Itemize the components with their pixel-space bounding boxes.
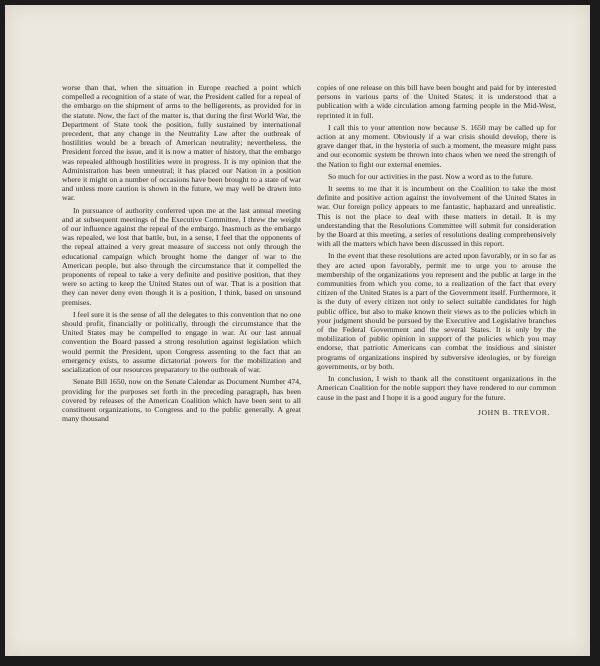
document-body — [62, 83, 556, 503]
right-column — [317, 83, 556, 503]
signature: JOHN B. TREVOR. — [477, 407, 550, 417]
paragraph: I feel sure it is the sense of all the delegates to this convention that no one should profit, financially or politically, through the circumstance that the United States may be compelled to engage in war. At our last annual convention the Board passed a strong resolution against legislation which would permit the President, upon Congress assenting to the fact that an emergency exists, to assume dictatorial powers for the mobilization and socialization of our resources preparatory to the outbreak of war. — [62, 309, 301, 375]
paragraph: copies of one release on this bill have been bought and paid for by interested persons in various parts of the United States; it is understood that a publication with a wide circulation among farming people in the Mid-West, reprinted it in full. — [317, 83, 556, 120]
document-page — [5, 5, 590, 656]
paragraph: In conclusion, I wish to thank all the constituent organizations in the American Coalition for the noble support they have rendered to our common cause in the past and I hope it is a good augury for the future. — [317, 374, 556, 402]
paragraph: In the event that these resolutions are acted upon favorably, or in so far as they are acted upon favorably, permit me to urge you to arouse the membership of the organizations you represent and the public at large in the communities from which you come, to a realization of the fact that every citizen of the United States is a part of the Government itself. Furthermore, it is the duty of every citizen not only to select suitable candidates for high public office, but also to make known their views as to the policies which in your judgment should be pursued by the Executive and Legislative branches of the Federal Government and the several States. It is only by the mobilization of public opinion in support of the policies which you may endorse, that patriotic Americans can combat the insidious and sinister programs of organizations inspired by subversive ideologies, or by foreign governments, or by both. — [317, 251, 556, 371]
paragraph: In pursuance of authority conferred upon me at the last annual meeting and at subsequent meetings of the Executive Committee, I threw the weight of our influence against the repeal of the embargo. Inasmuch as the embargo was repealed, we lost that battle, but, in a sense, I feel that the opponents of the repeal attained a very great measure of success not only through the educational campaign which brought home the danger of war to the American people, but also through the circumstance that it compelled the proponents of repeal to take a very definite and positive position, that they were so acting to keep the United States out of war. That is a position that they can never deny even though it is a position, I think, based on unsound premises. — [62, 205, 301, 307]
paragraph: It seems to me that it is incumbent on the Coalition to take the most definite and positive action against the involvement of the United States in war. Our foreign policy appears to me fantastic, haphazard and unrealistic. This is not the place to deal with these matters in detail. It is my understanding that the Resolutions Committee will submit for consideration by the Board at this meeting, a series of resolutions dealing comprehensively with all the matters which have been discussed in this report. — [317, 184, 556, 249]
paragraph: I call this to your attention now because S. 1650 may be called up for action at any moment. Obviously if a war crisis should develop, there is grave danger that, in the hysteria of such a moment, the measure might pass and our economic system be thrown into chaos when we need the strength of the Nation to fight our external enemies. — [317, 122, 556, 169]
paragraph: Senate Bill 1650, now on the Senate Calendar as Document Number 474, providing for the purposes set forth in the preceding paragraph, has been covered by releases of the American Coalition which have been sent to all constituent organizations, to Congress and to the public generally. A great many thousand — [62, 377, 301, 424]
left-column — [62, 83, 301, 503]
paragraph: So much for our activities in the past. Now a word as to the future. — [328, 171, 533, 181]
paragraph: worse than that, when the situation in Europe reached a point which compelled a recognition of a state of war, the President called for a repeal of the embargo on the shipment of arms to the belligerents, as provided for in the statute. Now, the fact of the matter is, that during the first World War, the Department of State took the position, fully sustained by international precedent, that any change in the Neutrality Law after the outbreak of hostilities would be a breach of American neutrality; nevertheless, the President forced the issue, and it is now a matter of history, that the embargo was repealed although hostilities were in progress. It is my opinion that the Administration has been unneutral; it has placed our Nation in a position where it might on a number of occasions have been brought to a state of war and unless more caution is shown in the future, we may well be drawn into war. — [62, 83, 301, 203]
